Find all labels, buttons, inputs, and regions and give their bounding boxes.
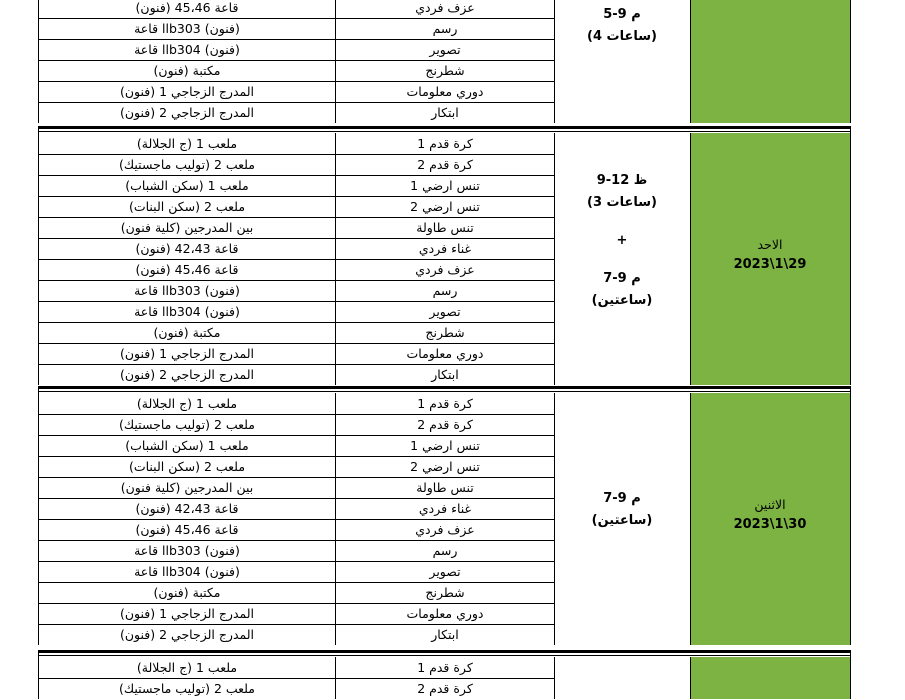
block-separator [38, 386, 851, 389]
block-separator [38, 655, 851, 656]
column-border [554, 657, 555, 699]
day-name: الاحد [757, 237, 783, 252]
column-border [850, 393, 851, 645]
activity-cell: تنس ارضي 2 [410, 199, 480, 214]
activity-cell: كرة قدم 1 [417, 660, 473, 675]
column-border [690, 0, 691, 123]
activity-cell: تنس ارضي 1 [410, 178, 480, 193]
venue-cell: ملعب 1 (سكن الشباب) [125, 178, 249, 193]
activity-cell: تصوير [429, 304, 461, 319]
activity-cell: كرة قدم 2 [417, 681, 473, 696]
venue-cell: قاعة llb304 (فنون) [134, 42, 240, 57]
venue-cell: ملعب 2 (توليب ماجستيك) [118, 157, 256, 172]
time-slot-line: 7-9 م [603, 491, 641, 506]
time-slot-line: 5-9 م [603, 7, 641, 22]
day-date: 2023\1\30 [733, 517, 807, 532]
column-border [850, 133, 851, 385]
time-slot-line: (ساعتين) [591, 293, 653, 308]
activity-cell: تصوير [429, 564, 461, 579]
column-border [850, 0, 851, 123]
venue-cell: المدرج الزجاجي 1 (فنون) [119, 84, 255, 99]
venue-cell: ملعب 2 (سكن البنات) [128, 459, 246, 474]
activity-cell: رسم [432, 21, 458, 36]
outer-border [850, 126, 851, 134]
time-slot-line: (3 ساعات) [587, 195, 657, 210]
venue-cell: قاعة llb303 (فنون) [134, 543, 240, 558]
activity-cell: ابتكار [431, 627, 459, 642]
activity-cell: غناء فردي [418, 501, 472, 516]
activity-cell: عزف فردي [415, 262, 475, 277]
activity-cell: دوري معلومات [406, 606, 484, 621]
venue-cell: قاعة 45،46 (فنون) [135, 262, 239, 277]
venue-cell: بين المدرجين (كلية فنون) [120, 220, 254, 235]
activity-cell: دوري معلومات [406, 346, 484, 361]
time-slot-line: + [616, 233, 628, 248]
venue-cell: المدرج الزجاجي 1 (فنون) [119, 346, 255, 361]
time-slot-line: (ساعتين) [591, 513, 653, 528]
activity-cell: عزف فردي [415, 522, 475, 537]
time-slot-line: 9-12 ظ [596, 173, 648, 188]
time-slot-line: (4 ساعات) [587, 29, 657, 44]
block-separator [38, 131, 851, 132]
block-separator [38, 391, 851, 392]
activity-cell: رسم [432, 543, 458, 558]
venue-cell: ملعب 1 (ج الجلالة) [136, 396, 238, 411]
day-date: 2023\1\29 [733, 257, 807, 272]
venue-cell: قاعة 45،46 (فنون) [135, 0, 239, 15]
venue-cell: قاعة 45،46 (فنون) [135, 522, 239, 537]
venue-cell: ملعب 2 (توليب ماجستيك) [118, 681, 256, 696]
venue-cell: مكتبة (فنون) [153, 63, 221, 78]
venue-cell: قاعة llb304 (فنون) [134, 564, 240, 579]
activity-cell: كرة قدم 1 [417, 396, 473, 411]
activity-cell: شطرنج [425, 63, 465, 78]
venue-cell: بين المدرجين (كلية فنون) [120, 480, 254, 495]
activity-cell: دوري معلومات [406, 84, 484, 99]
activity-cell: كرة قدم 1 [417, 136, 473, 151]
venue-cell: المدرج الزجاجي 2 (فنون) [119, 367, 255, 382]
activity-cell: غناء فردي [418, 241, 472, 256]
column-border [850, 657, 851, 699]
time-slot-line: 7-9 م [603, 271, 641, 286]
activity-cell: تنس ارضي 2 [410, 459, 480, 474]
venue-cell: ملعب 2 (سكن البنات) [128, 199, 246, 214]
venue-cell: المدرج الزجاجي 2 (فنون) [119, 105, 255, 120]
activity-cell: كرة قدم 2 [417, 157, 473, 172]
block-separator [38, 126, 851, 129]
activity-cell: ابتكار [431, 105, 459, 120]
venue-cell: ملعب 2 (توليب ماجستيك) [118, 417, 256, 432]
venue-cell: ملعب 1 (سكن الشباب) [125, 438, 249, 453]
outer-border [850, 386, 851, 394]
activity-cell: تنس طاولة [416, 480, 474, 495]
venue-cell: قاعة llb303 (فنون) [134, 283, 240, 298]
column-border [690, 657, 691, 699]
activity-cell: كرة قدم 2 [417, 417, 473, 432]
venue-cell: المدرج الزجاجي 2 (فنون) [119, 627, 255, 642]
outer-border [38, 650, 39, 658]
venue-cell: مكتبة (فنون) [153, 325, 221, 340]
day-cell [690, 657, 850, 699]
venue-cell: قاعة llb303 (فنون) [134, 21, 240, 36]
venue-cell: قاعة llb304 (فنون) [134, 304, 240, 319]
activity-cell: تنس ارضي 1 [410, 438, 480, 453]
venue-cell: مكتبة (فنون) [153, 585, 221, 600]
outer-border [850, 650, 851, 658]
outer-border [38, 126, 39, 134]
day-cell [690, 0, 850, 123]
activity-cell: شطرنج [425, 325, 465, 340]
activity-cell: عزف فردي [415, 0, 475, 15]
block-separator [38, 650, 851, 653]
activity-cell: شطرنج [425, 585, 465, 600]
venue-cell: ملعب 1 (ج الجلالة) [136, 660, 238, 675]
venue-cell: ملعب 1 (ج الجلالة) [136, 136, 238, 151]
venue-cell: قاعة 42،43 (فنون) [135, 241, 239, 256]
outer-border [38, 386, 39, 394]
activity-cell: تصوير [429, 42, 461, 57]
venue-cell: المدرج الزجاجي 1 (فنون) [119, 606, 255, 621]
activity-cell: ابتكار [431, 367, 459, 382]
activity-cell: رسم [432, 283, 458, 298]
venue-cell: قاعة 42،43 (فنون) [135, 501, 239, 516]
column-border [554, 133, 555, 385]
day-name: الاثنين [754, 497, 786, 512]
activity-cell: تنس طاولة [416, 220, 474, 235]
